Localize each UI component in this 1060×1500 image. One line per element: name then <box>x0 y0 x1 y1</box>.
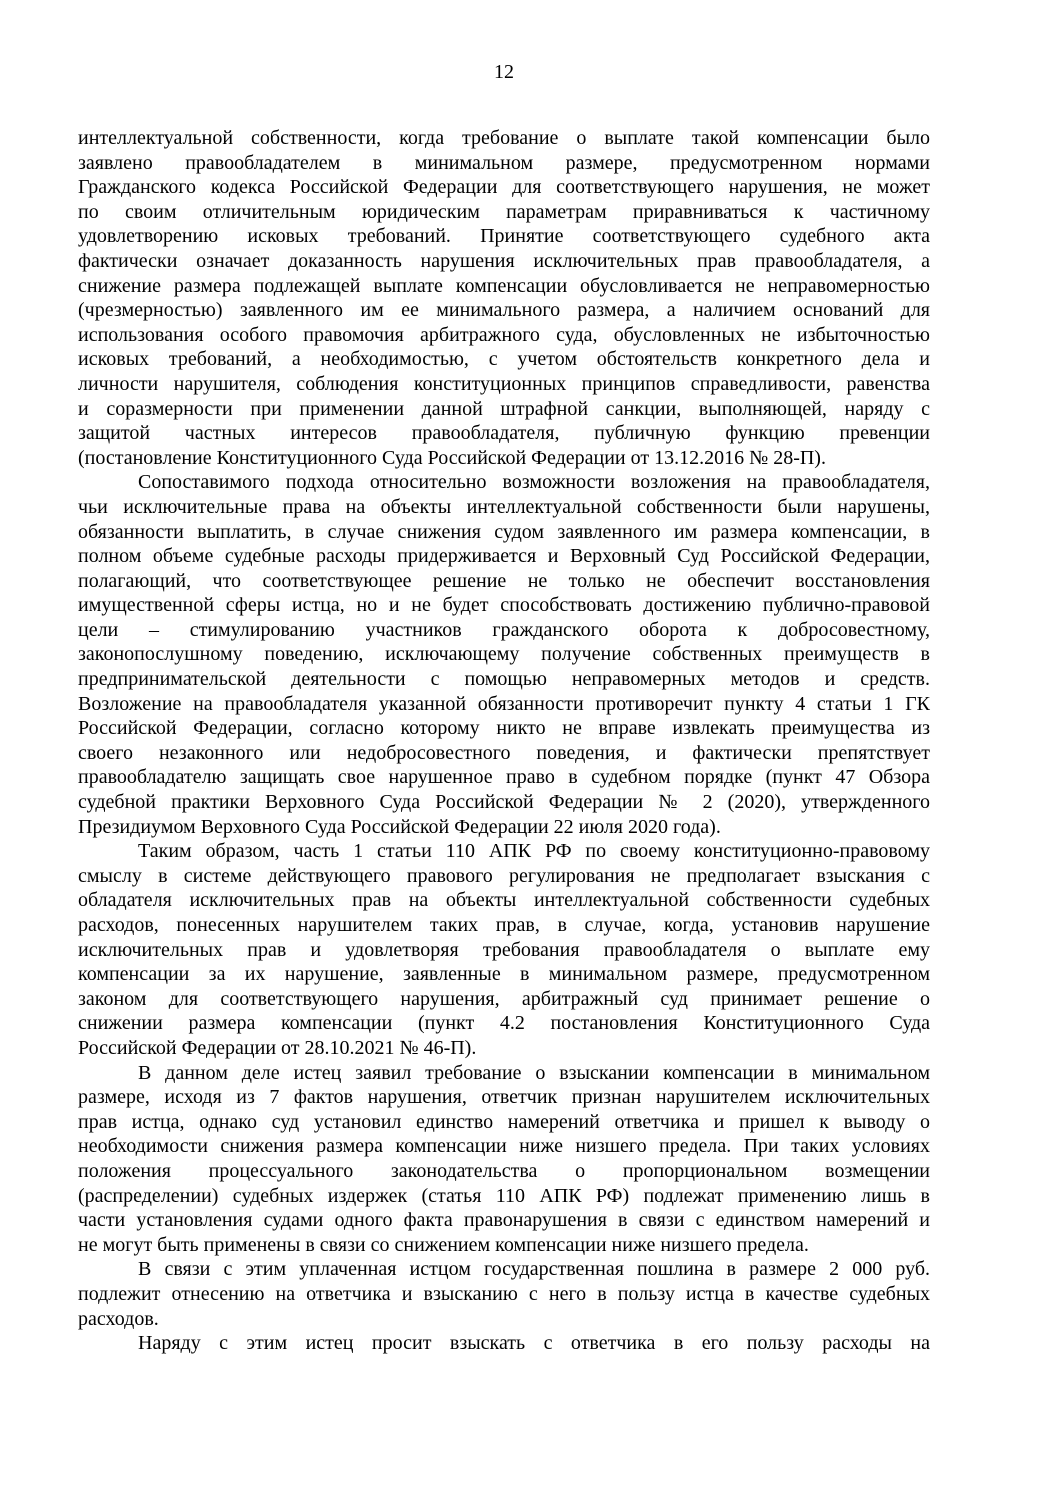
text-line: Сопоставимого подхода относительно возможности возложения на правообладателя, <box>138 471 930 494</box>
text-line: Президиумом Верховного Суда Российской Федерации 22 июля 2020 года). <box>78 815 721 838</box>
paragraph <box>78 470 930 839</box>
text-line: Возложение на правообладателя указанной обязанности противоречит пункту 4 статьи 1 ГК <box>78 692 930 715</box>
text-line: Таким образом, часть 1 статьи 110 АПК РФ по своему конституционно-правовому <box>138 840 930 863</box>
text-line: законопослушному поведению, исключающему получение собственных преимуществ в <box>78 643 930 666</box>
text-line: удовлетворению исковых требований. Принятие соответствующего судебного акта <box>78 225 930 248</box>
text-line: законом для соответствующего нарушения, арбитражный суд принимает решение о <box>78 987 930 1010</box>
text-line: исключительных прав и удовлетворяя требования правообладателя о выплате ему <box>78 938 930 961</box>
text-line: прав истца, однако суд установил единство намерений ответчика и пришел к выводу о <box>78 1110 930 1133</box>
text-line: фактически означает доказанность нарушения исключительных прав правообладателя, а <box>78 249 930 272</box>
text-line: необходимости снижения размера компенсации ниже низшего предела. При таких условиях <box>78 1135 930 1158</box>
text-line: не могут быть применены в связи со снижением компенсации ниже низшего предела. <box>78 1233 809 1256</box>
text-line: судебной практики Верховного Суда Российской Федерации № 2 (2020), утвержденного <box>78 791 930 814</box>
text-line: исковых требований, а необходимостью, с учетом обстоятельств конкретного дела и <box>78 348 930 371</box>
text-line: снижении размера компенсации (пункт 4.2 постановления Конституционного Суда <box>78 1012 930 1035</box>
text-line: В данном деле истец заявил требование о взыскании компенсации в минимальном <box>138 1061 930 1084</box>
text-line: интеллектуальной собственности, когда требование о выплате такой компенсации было <box>78 127 930 149</box>
text-line: подлежит отнесению на ответчика и взысканию с него в пользу истца в качестве судебных <box>78 1282 930 1305</box>
text-line: личности нарушителя, соблюдения конституционных принципов справедливости, равенства <box>78 372 930 395</box>
paragraph <box>78 1257 930 1331</box>
text-line: имущественной сферы истца, но и не будет способствовать достижению публично-правовой <box>78 594 930 617</box>
text-line: обладателя исключительных прав на объекты интеллектуальной собственности судебных <box>78 889 930 912</box>
text-line: Российской Федерации, согласно которому никто не вправе извлекать преимущества из <box>78 717 930 740</box>
text-line: (чрезмерностью) заявленного им ее минимального размера, а наличием оснований для <box>78 299 930 322</box>
text-line: правообладателю защищать свое нарушенное право в судебном порядке (пункт 47 Обзора <box>78 766 930 789</box>
text-line: по своим отличительным юридическим параметрам приравниваться к частичному <box>78 200 930 223</box>
text-line: В связи с этим уплаченная истцом государственная пошлина в размере 2 000 руб. <box>138 1258 930 1281</box>
text-line: Российской Федерации от 28.10.2021 № 46-П). <box>78 1036 477 1059</box>
text-line: полном объеме судебные расходы придерживается и Верховный Суд Российской Федерации, <box>78 545 930 568</box>
text-line: предпринимательской деятельности с помощью неправомерных методов и средств. <box>78 668 930 691</box>
page-number: 12 <box>494 61 514 83</box>
text-line: полагающий, что соответствующее решение не только не обеспечит восстановления <box>78 569 930 592</box>
paragraph <box>78 1331 930 1356</box>
paragraph <box>78 126 930 470</box>
text-line: расходов, понесенных нарушителем таких прав, в случае, когда, установив нарушение <box>78 914 930 936</box>
text-line: расходов. <box>78 1307 159 1330</box>
text-line: положения процессуального законодательства о пропорциональном возмещении <box>78 1159 930 1182</box>
text-line: компенсации за их нарушение, заявленные в минимальном размере, предусмотренном <box>78 963 930 986</box>
paragraph <box>78 839 930 1060</box>
text-line: использования особого правомочия арбитражного суда, обусловленных не избыточностью <box>78 323 930 346</box>
text-line: цели – стимулированию участников гражданского оборота к добросовестному, <box>78 618 930 641</box>
paragraph <box>78 1061 930 1258</box>
text-line: заявлено правообладателем в минимальном размере, предусмотренном нормами <box>78 151 930 174</box>
document-text <box>78 126 930 1356</box>
text-line: обязанности выплатить, в случае снижения судом заявленного им размера компенсации, в <box>78 520 930 543</box>
text-line: (распределении) судебных издержек (статья 110 АПК РФ) подлежат применению лишь в <box>78 1184 930 1207</box>
text-line: части установления судами одного факта правонарушения в связи с единством намерений и <box>78 1209 930 1232</box>
text-line: защитой частных интересов правообладателя, публичную функцию превенции <box>78 422 930 445</box>
text-line: Гражданского кодекса Российской Федерации для соответствующего нарушения, не может <box>78 176 930 199</box>
text-line: Наряду с этим истец просит взыскать с ответчика в его пользу расходы на <box>138 1332 930 1355</box>
text-line: своего незаконного или недобросовестного поведения, и фактически препятствует <box>78 741 930 764</box>
text-line: чьи исключительные права на объекты интеллектуальной собственности были нарушены, <box>78 495 930 518</box>
text-line: (постановление Конституционного Суда Российской Федерации от 13.12.2016 № 28-П). <box>78 446 826 469</box>
text-line: размере, исходя из 7 фактов нарушения, ответчик признан нарушителем исключительных <box>78 1086 930 1109</box>
text-line: снижение размера подлежащей выплате компенсации обусловливается не неправомерностью <box>78 274 930 297</box>
text-line: смыслу в системе действующего правового регулирования не предполагает взыскания с <box>78 864 930 887</box>
text-line: и соразмерности при применении данной штрафной санкции, выполняющей, наряду с <box>78 397 930 420</box>
